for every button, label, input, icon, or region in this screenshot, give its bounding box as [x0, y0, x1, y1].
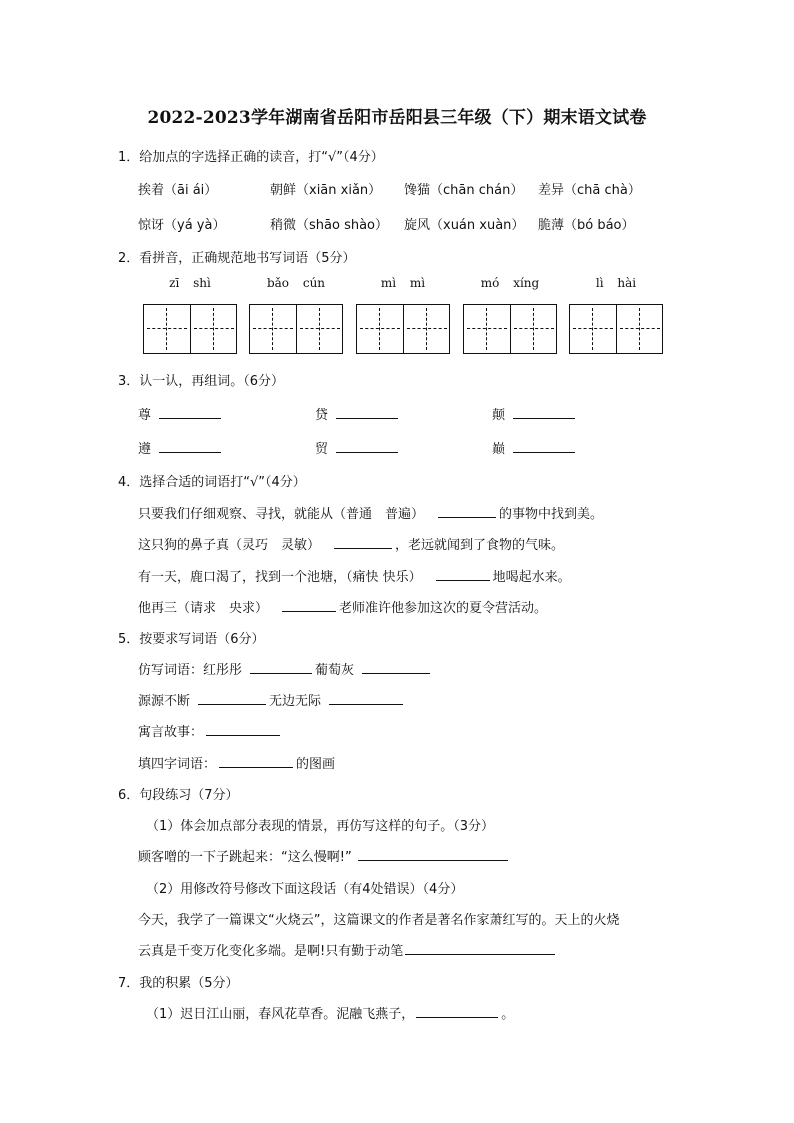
- q3-char: 遵: [138, 442, 152, 457]
- q5-line: 填四字词语： 的图画: [138, 757, 336, 772]
- q4-sentence: 他再三（请求 央求） 老师准许他参加这次的夏令营活动。: [138, 601, 548, 616]
- pinyin-label: mì mì: [380, 276, 426, 290]
- answer-blank[interactable]: [198, 692, 266, 705]
- q7-part1: （1）迟日江山丽，春风花草香。泥融飞燕子， 。: [146, 1007, 515, 1022]
- pinyin-label: mó xíng: [480, 276, 540, 290]
- pinyin-label: bǎo cún: [266, 276, 326, 290]
- q5-line: 源源不断 无边无际: [138, 690, 406, 709]
- pinyin-label: zī shì: [169, 276, 211, 290]
- q6-paragraph-line: 今天，我学了一篇课文“火烧云”，这篇课文的作者是著名作家萧红写的。天上的火烧: [138, 913, 620, 928]
- answer-blank[interactable]: [513, 406, 575, 419]
- q1-heading: 1．给加点的字选择正确的读音，打“√”（4分）: [118, 150, 384, 165]
- answer-blank[interactable]: [329, 692, 403, 705]
- char-boxes[interactable]: [569, 304, 663, 354]
- q3-char: 巅: [492, 442, 506, 457]
- answer-blank[interactable]: [159, 406, 221, 419]
- answer-blank[interactable]: [436, 568, 490, 581]
- answer-blank[interactable]: [282, 599, 336, 612]
- char-boxes[interactable]: [356, 304, 450, 354]
- q3-heading: 3．认一认，再组词。（6分）: [118, 374, 285, 389]
- char-boxes[interactable]: [143, 304, 237, 354]
- q1-item: 馋猫（chān chán）: [404, 183, 524, 198]
- answer-blank[interactable]: [219, 755, 293, 768]
- q3-char: 颠: [492, 408, 506, 423]
- q3-char: 尊: [138, 408, 152, 423]
- answer-blank[interactable]: [336, 440, 398, 453]
- q1-item: 脆薄（bó báo）: [538, 218, 635, 233]
- q5-line: 仿写词语：红彤彤 葡萄灰: [138, 659, 433, 678]
- q6-part2: （2）用修改符号修改下面这段话（有4处错误）（4分）: [146, 882, 464, 897]
- q1-item: 稍微（shāo shào）: [270, 218, 388, 233]
- char-boxes[interactable]: [249, 304, 343, 354]
- answer-blank[interactable]: [334, 536, 392, 549]
- answer-blank[interactable]: [358, 848, 508, 861]
- answer-blank[interactable]: [336, 406, 398, 419]
- exam-title: 2022-2023学年湖南省岳阳市岳阳县三年级（下）期末语文试卷: [147, 108, 647, 128]
- q6-paragraph-line: 云真是千变万化变化多端。是啊!只有勤于动笔: [138, 940, 558, 959]
- q1-item: 差异（chā chà）: [538, 183, 641, 198]
- char-boxes[interactable]: [463, 304, 557, 354]
- q4-heading: 4．选择合适的词语打“√”（4分）: [118, 475, 306, 490]
- q3-char: 贸: [315, 442, 329, 457]
- q4-sentence: 这只狗的鼻子真（灵巧 灵敏） ，老远就闻到了食物的气味。: [138, 538, 565, 553]
- q6-part1: （1）体会加点部分表现的情景，再仿写这样的句子。（3分）: [146, 819, 495, 834]
- pinyin-label: lì hài: [595, 276, 637, 290]
- q1-item: 旋风（xuán xuàn）: [404, 218, 525, 233]
- q4-sentence: 只要我们仔细观察、寻找，就能从（普通 普遍） 的事物中找到美。: [138, 507, 604, 522]
- answer-blank[interactable]: [362, 661, 430, 674]
- answer-blank[interactable]: [206, 723, 280, 736]
- q7-heading: 7．我的积累（5分）: [118, 976, 239, 991]
- q5-heading: 5．按要求写词语（6分）: [118, 632, 265, 647]
- q5-line: 寓言故事：: [138, 721, 283, 740]
- q6-heading: 6．句段练习（7分）: [118, 788, 239, 803]
- answer-blank[interactable]: [438, 505, 496, 518]
- q1-item: 挨着（āi ái）: [138, 183, 218, 198]
- q1-item: 惊讶（yá yà）: [138, 218, 226, 233]
- q3-char: 贷: [315, 408, 329, 423]
- answer-blank[interactable]: [416, 1005, 498, 1018]
- answer-blank[interactable]: [250, 661, 312, 674]
- answer-blank[interactable]: [405, 942, 555, 955]
- answer-blank[interactable]: [513, 440, 575, 453]
- q4-sentence: 有一天，鹿口渴了，找到一个池塘，（痛快 快乐） 地喝起水来。: [138, 570, 571, 585]
- answer-blank[interactable]: [159, 440, 221, 453]
- q6-sentence: 顾客噌的一下子跳起来：“这么慢啊!”: [138, 846, 511, 865]
- q1-item: 朝鲜（xiān xiǎn）: [270, 183, 382, 198]
- q2-heading: 2．看拼音，正确规范地书写词语（5分）: [118, 251, 356, 266]
